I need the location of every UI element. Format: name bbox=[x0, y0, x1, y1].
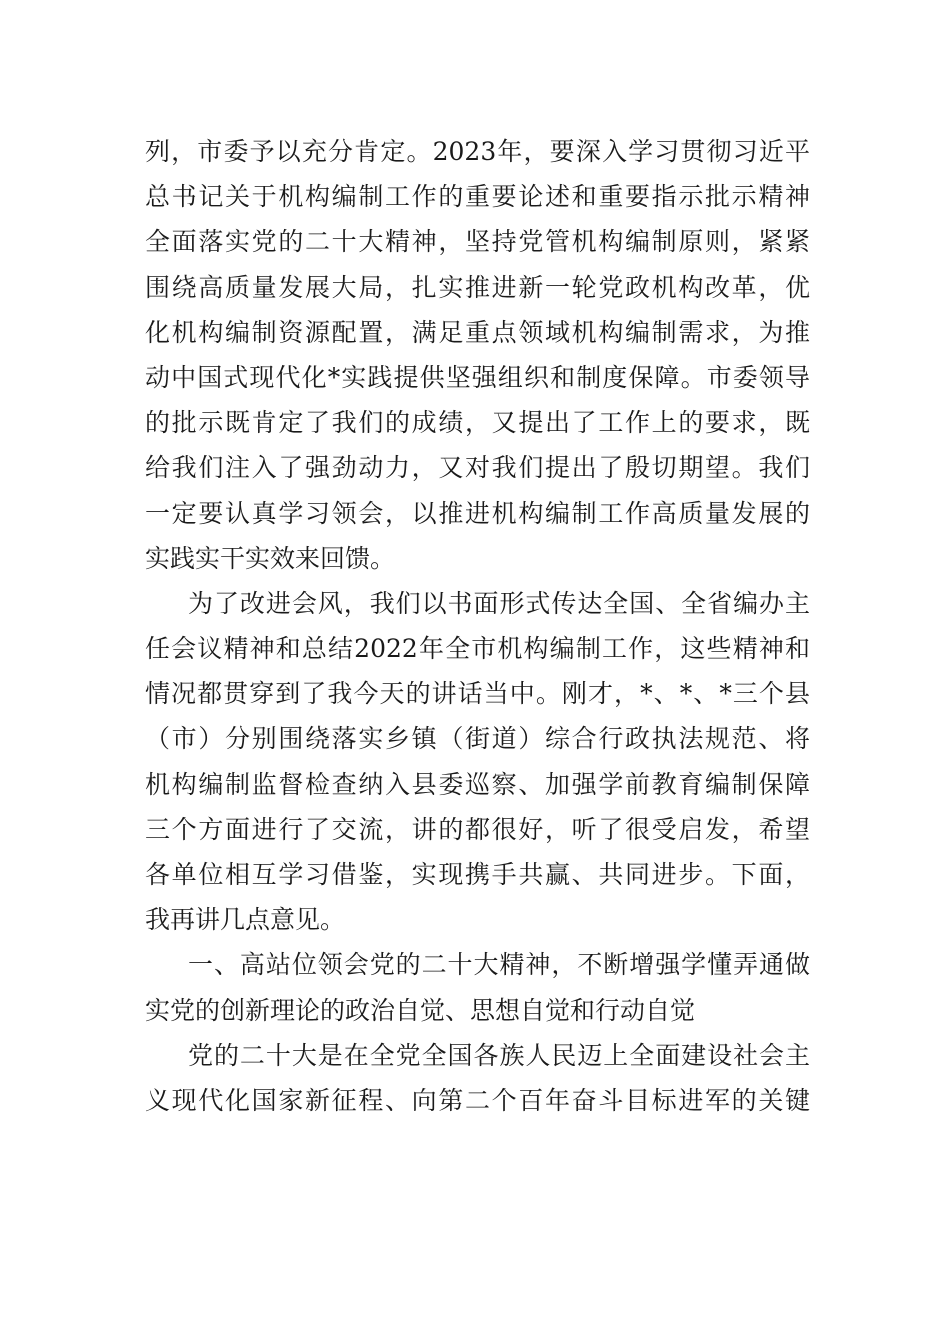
text-line: 为了改进会风，我们以书面形式传达全国、全省编办主 bbox=[188, 588, 810, 618]
body-text bbox=[145, 129, 810, 1123]
text-line: 党的二十大是在全党全国各族人民迈上全面建设社会主 bbox=[188, 1040, 810, 1070]
text-line: 任会议精神和总结2022年全市机构编制工作，这些精神和 bbox=[145, 634, 810, 664]
text-line: 全面落实党的二十大精神，坚持党管机构编制原则，紧紧 bbox=[145, 227, 810, 257]
text-line: 情况都贯穿到了我今天的讲话当中。刚才，*、*、*三个县 bbox=[145, 679, 810, 709]
section-heading-line: 一、高站位领会党的二十大精神，不断增强学懂弄通做 bbox=[188, 950, 810, 980]
text-line: 义现代化国家新征程、向第二个百年奋斗目标进军的关键 bbox=[145, 1085, 810, 1115]
text-line: 动中国式现代化*实践提供坚强组织和制度保障。市委领导 bbox=[145, 362, 810, 392]
text-line: 的批示既肯定了我们的成绩，又提出了工作上的要求，既 bbox=[145, 408, 810, 438]
text-line: 一定要认真学习领会，以推进机构编制工作高质量发展的 bbox=[145, 498, 810, 528]
text-line: 化机构编制资源配置，满足重点领域机构编制需求，为推 bbox=[145, 317, 810, 347]
text-line: 给我们注入了强劲动力，又对我们提出了殷切期望。我们 bbox=[145, 453, 810, 483]
text-line: 三个方面进行了交流，讲的都很好，听了很受启发，希望 bbox=[145, 814, 810, 844]
section-heading-line: 实党的创新理论的政治自觉、思想自觉和行动自觉 bbox=[145, 995, 696, 1025]
text-line: 各单位相互学习借鉴，实现携手共赢、共同进步。下面， bbox=[145, 860, 810, 889]
text-line: 总书记关于机构编制工作的重要论述和重要指示批示精神 bbox=[145, 182, 810, 212]
text-line: （市）分别围绕落实乡镇（街道）综合行政执法规范、将 bbox=[145, 724, 810, 754]
text-line: 围绕高质量发展大局，扎实推进新一轮党政机构改革，优 bbox=[145, 272, 810, 302]
text-line: 实践实干实效来回馈。 bbox=[145, 543, 396, 573]
text-line: 我再讲几点意见。 bbox=[145, 905, 346, 935]
text-line: 列，市委予以充分肯定。2023年，要深入学习贯彻习近平 bbox=[145, 137, 810, 166]
text-line: 机构编制监督检查纳入县委巡察、加强学前教育编制保障 bbox=[145, 769, 810, 799]
